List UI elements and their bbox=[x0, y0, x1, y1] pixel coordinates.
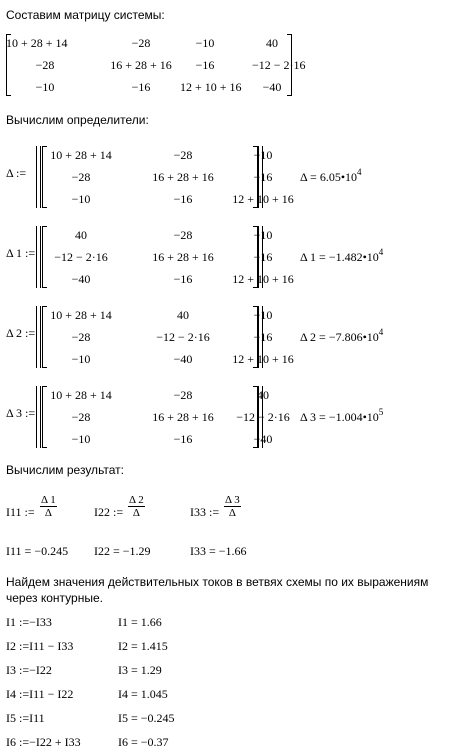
system-matrix-cell: −12 − 2·16 bbox=[252, 58, 306, 72]
loop-current-def: I33 := bbox=[190, 505, 220, 519]
determinant-result-exponent: 4 bbox=[378, 247, 384, 257]
system-matrix-cell: −16 bbox=[195, 58, 215, 72]
determinant-matrix bbox=[36, 226, 294, 288]
bracket-corner bbox=[253, 447, 257, 448]
determinant-bar bbox=[40, 386, 41, 448]
determinant-cell: 10 + 28 + 14 bbox=[50, 148, 112, 162]
determinant-cell: −28 bbox=[71, 330, 91, 344]
branch-current-def: I1 :=−I33 bbox=[6, 615, 52, 629]
determinant-cell: −28 bbox=[173, 388, 193, 402]
determinant-cell: 12 + 10 + 16 bbox=[232, 352, 294, 366]
determinant-result-name: Δ = bbox=[300, 170, 320, 184]
bracket-corner bbox=[253, 306, 257, 307]
branch-current-def: I3 :=−I22 bbox=[6, 663, 52, 677]
bracket-corner bbox=[43, 447, 47, 448]
loop-current-fraction bbox=[224, 494, 241, 519]
system-matrix-cell: −28 bbox=[35, 58, 55, 72]
determinant-cell: 40 bbox=[75, 228, 87, 242]
fraction-denominator: Δ bbox=[228, 507, 236, 519]
determinant-cell: −10 bbox=[253, 308, 273, 322]
bracket-corner bbox=[43, 367, 47, 368]
determinant-result bbox=[300, 167, 362, 185]
branch-current-def: I4 :=I11 − I22 bbox=[6, 687, 74, 701]
fraction-numerator: Δ 1 bbox=[41, 494, 56, 506]
determinant-cell: −28 bbox=[71, 410, 91, 424]
bracket-corner bbox=[253, 386, 257, 387]
branch-current-def: I2 :=I11 − I33 bbox=[6, 639, 74, 653]
determinant-result-mantissa: −7.806•10 bbox=[328, 330, 379, 344]
determinant-cell: −40 bbox=[173, 352, 193, 366]
determinant-cell: −16 bbox=[173, 432, 193, 446]
determinant-result-name: Δ 1 = bbox=[300, 250, 329, 264]
determinant-cell: 16 + 28 + 16 bbox=[152, 170, 214, 184]
loop-current-def: I11 := bbox=[6, 505, 35, 519]
determinant-cell: −10 bbox=[71, 352, 91, 366]
determinant-bar bbox=[36, 306, 37, 368]
determinant-cell: −16 bbox=[253, 170, 273, 184]
system-matrix-cell: −10 bbox=[195, 36, 215, 50]
branch-current-result: I3 = 1.29 bbox=[118, 663, 162, 677]
determinant-result-name: Δ 3 = bbox=[300, 410, 329, 424]
determinant-matrix bbox=[36, 146, 294, 208]
determinant-cell: −16 bbox=[253, 250, 273, 264]
determinant-label: Δ 2 := bbox=[6, 326, 36, 340]
determinant-cell: −10 bbox=[71, 192, 91, 206]
determinant-cell: 12 + 10 + 16 bbox=[232, 192, 294, 206]
determinant-result-mantissa: 6.05•10 bbox=[319, 170, 358, 184]
loop-current-result: I22 = −1.29 bbox=[94, 544, 151, 558]
determinant-label: Δ 3 := bbox=[6, 406, 36, 420]
loop-current-result: I11 = −0.245 bbox=[6, 544, 69, 558]
bracket-corner bbox=[43, 207, 47, 208]
determinant-cell: −12 − 2·16 bbox=[156, 330, 210, 344]
bracket-corner bbox=[43, 306, 47, 307]
determinant-result-exponent: 4 bbox=[378, 327, 384, 337]
determinant-result-name: Δ 2 = bbox=[300, 330, 329, 344]
determinant-cell: −40 bbox=[71, 272, 91, 286]
determinant-result bbox=[300, 247, 384, 265]
determinant-bar bbox=[40, 146, 41, 208]
bracket-corner bbox=[253, 367, 257, 368]
loop-current-fraction bbox=[40, 494, 57, 519]
bracket-corner bbox=[43, 226, 47, 227]
determinant-result bbox=[300, 407, 384, 425]
determinant-cell: 16 + 28 + 16 bbox=[152, 250, 214, 264]
system-matrix-cell: 10 + 28 + 14 bbox=[6, 36, 68, 50]
determinant-cell: −40 bbox=[253, 432, 273, 446]
bracket-corner bbox=[43, 386, 47, 387]
bracket-corner bbox=[43, 146, 47, 147]
fraction-numerator: Δ 3 bbox=[225, 494, 240, 506]
determinant-result-exponent: 4 bbox=[357, 167, 362, 177]
determinant-cell: −16 bbox=[173, 272, 193, 286]
determinant-cell: 40 bbox=[257, 388, 269, 402]
heading-find-currents-line2: через контурные. bbox=[6, 591, 103, 605]
determinant-cell: −10 bbox=[71, 432, 91, 446]
fraction-numerator: Δ 2 bbox=[129, 494, 144, 506]
system-matrix-cell: 12 + 10 + 16 bbox=[180, 80, 242, 94]
determinant-cell: 40 bbox=[177, 308, 189, 322]
system-matrix bbox=[6, 34, 306, 96]
bracket-corner bbox=[253, 226, 257, 227]
determinant-bar bbox=[40, 306, 41, 368]
determinant-label: Δ 1 := bbox=[6, 246, 36, 260]
system-matrix-cell: 40 bbox=[266, 36, 278, 50]
determinant-cell: 16 + 28 + 16 bbox=[152, 410, 214, 424]
determinant-cell: −10 bbox=[253, 148, 273, 162]
system-matrix-cell: −10 bbox=[35, 80, 55, 94]
determinant-bar bbox=[36, 386, 37, 448]
determinant-cell: −12 − 2·16 bbox=[236, 410, 290, 424]
branch-current-def: I6 :=−I22 + I33 bbox=[6, 735, 81, 749]
determinant-matrix bbox=[36, 306, 294, 368]
determinant-cell: −16 bbox=[253, 330, 273, 344]
determinant-result-mantissa: −1.482•10 bbox=[328, 250, 379, 264]
determinant-result-exponent: 5 bbox=[378, 407, 384, 417]
determinant-cell: −28 bbox=[71, 170, 91, 184]
branch-current-result: I6 = −0.37 bbox=[118, 735, 169, 749]
fraction-denominator: Δ bbox=[132, 507, 140, 519]
branch-current-def: I5 :=I11 bbox=[6, 711, 45, 725]
determinant-result-mantissa: −1.004•10 bbox=[328, 410, 379, 424]
determinant-cell: 12 + 10 + 16 bbox=[232, 272, 294, 286]
determinant-bar bbox=[36, 226, 37, 288]
fraction-denominator: Δ bbox=[44, 507, 52, 519]
loop-current-def: I22 := bbox=[94, 505, 124, 519]
branch-current-result: I2 = 1.415 bbox=[118, 639, 168, 653]
branch-current-result: I4 = 1.045 bbox=[118, 687, 168, 701]
determinant-bar bbox=[40, 226, 41, 288]
heading-compose-matrix: Составим матрицу системы: bbox=[6, 8, 165, 22]
determinant-cell: −16 bbox=[173, 192, 193, 206]
determinant-cell: −12 − 2·16 bbox=[54, 250, 108, 264]
bracket-corner bbox=[253, 146, 257, 147]
bracket-corner bbox=[43, 287, 47, 288]
determinant-cell: 10 + 28 + 14 bbox=[50, 388, 112, 402]
determinant-cell: −10 bbox=[253, 228, 273, 242]
determinant-cell: −28 bbox=[173, 228, 193, 242]
determinant-result bbox=[300, 327, 384, 345]
heading-determinants: Вычислим определители: bbox=[6, 113, 149, 127]
determinant-cell: −28 bbox=[173, 148, 193, 162]
determinant-cell: 10 + 28 + 14 bbox=[50, 308, 112, 322]
determinant-label: Δ := bbox=[6, 166, 27, 180]
system-matrix-cell: −28 bbox=[131, 36, 151, 50]
loop-current-fraction bbox=[128, 494, 145, 519]
branch-current-result: I1 = 1.66 bbox=[118, 615, 162, 629]
loop-current-result: I33 = −1.66 bbox=[190, 544, 247, 558]
system-matrix-cell: −16 bbox=[131, 80, 151, 94]
system-matrix-cell: −40 bbox=[262, 80, 282, 94]
system-matrix-cell: 16 + 28 + 16 bbox=[110, 58, 172, 72]
heading-result: Вычислим результат: bbox=[6, 463, 124, 477]
bracket-corner bbox=[253, 207, 257, 208]
determinant-bar bbox=[36, 146, 37, 208]
branch-current-result: I5 = −0.245 bbox=[118, 711, 175, 725]
determinant-matrix bbox=[36, 386, 290, 448]
heading-find-currents-line1: Найдем значения действительных токов в ветвях схемы по их выражениям bbox=[6, 575, 429, 589]
bracket-corner bbox=[253, 287, 257, 288]
